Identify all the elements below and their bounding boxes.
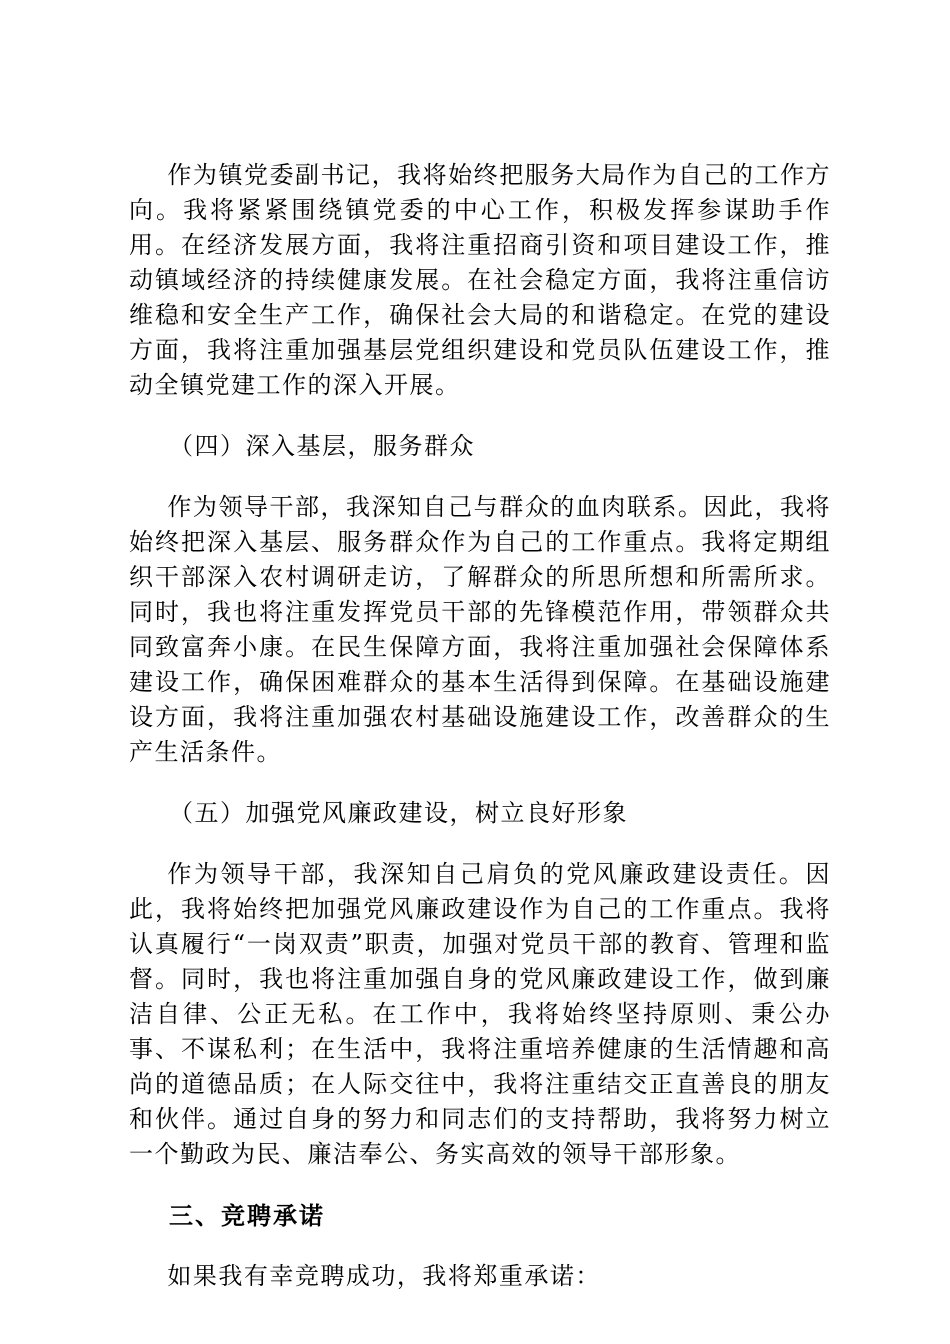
paragraph-party-building: 作为镇党委副书记，我将始终把服务大局作为自己的工作方向。我将紧紧围绕镇党委的中心工作，积极发挥参谋助手作用。在经济发展方面，我将注重招商引资和项目建设工作，推动镇域经济的持续健康发展。在社会稳定方面，我将注重信访维稳和安全生产工作，确保社会大局的和谐稳定。在党的建设方面，我将注重加强基层党组织建设和党员队伍建设工作，推动全镇党建工作的深入开展。 xyxy=(129,161,831,399)
paragraph-integrity: 作为领导干部，我深知自己肩负的党风廉政建设责任。因此，我将始终把加强党风廉政建设作为自己的工作重点。我将认真履行“一岗双责”职责，加强对党员干部的教育、管理和监督。同时，我也将注重加强自身的党风廉政建设工作，做到廉洁自律、公正无私。在工作中，我将始终坚持原则、秉公办事、不谋私利；在生活中，我将注重培养健康的生活情趣和高尚的道德品质；在人际交往中，我将注重结交正直善良的朋友和伙伴。通过自身的努力和同志们的支持帮助，我将努力树立一个勤政为民、廉洁奉公、务实高效的领导干部形象。 xyxy=(129,860,831,1168)
section-heading-commitment: 三、竞聘承诺 xyxy=(169,1201,325,1230)
document-page xyxy=(129,158,831,1320)
subheading-integrity: （五）加强党风廉政建设，树立良好形象 xyxy=(169,799,628,827)
subheading-serve-masses: （四）深入基层，服务群众 xyxy=(169,432,475,460)
paragraph-serve-masses: 作为领导干部，我深知自己与群众的血肉联系。因此，我将始终把深入基层、服务群众作为自己的工作重点。我将定期组织干部深入农村调研走访，了解群众的所思所想和所需所求。同时，我也将注重发挥党员干部的先锋模范作用，带领群众共同致富奔小康。在民生保障方面，我将注重加强社会保障体系建设工作，确保困难群众的基本生活得到保障。在基础设施建设方面，我将注重加强农村基础设施建设工作，改善群众的生产生活条件。 xyxy=(129,493,831,766)
paragraph-commitment-intro: 如果我有幸竞聘成功，我将郑重承诺： xyxy=(167,1262,601,1290)
